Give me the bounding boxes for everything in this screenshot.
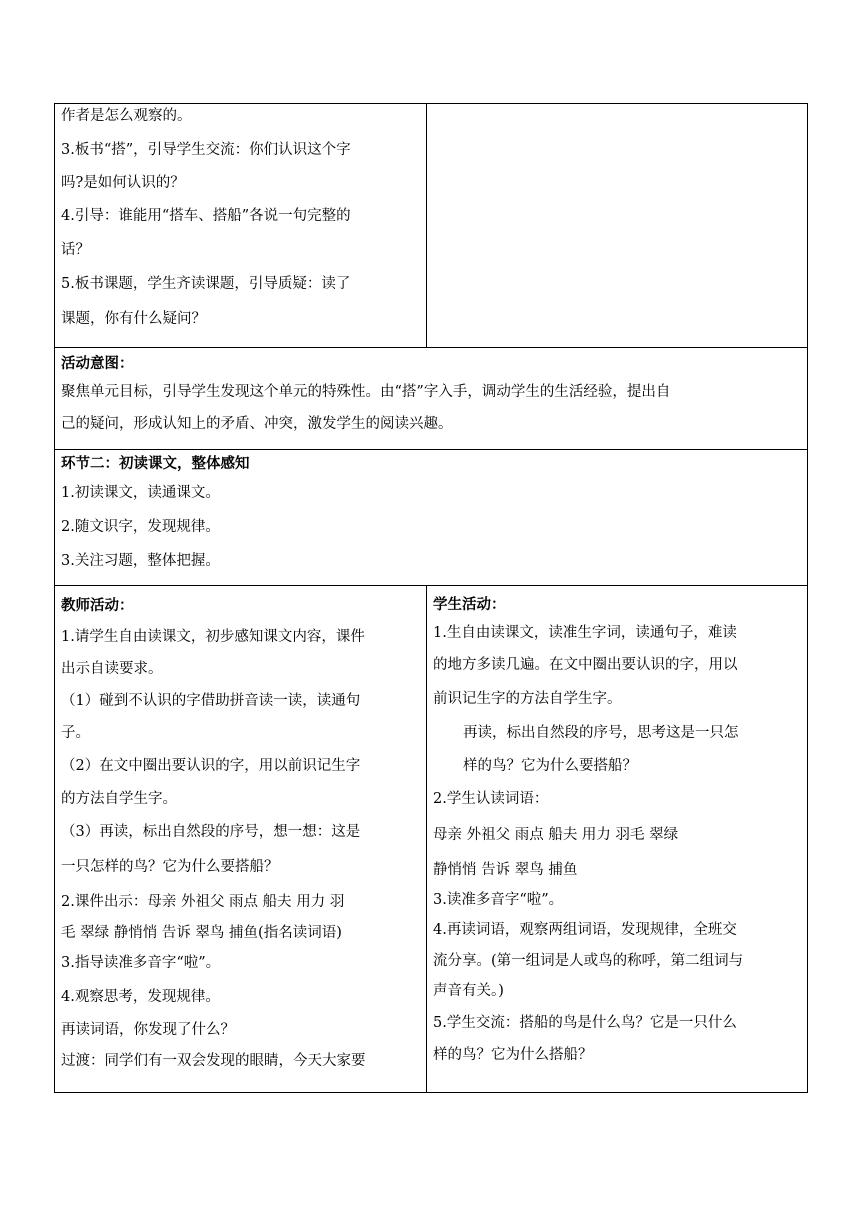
- teacher-activity-heading: 教师活动：: [61, 597, 134, 614]
- text-line: 1.生自由读课文，读准生字词，读通句子，难读: [433, 625, 737, 641]
- lesson-plan-table: [54, 103, 808, 1093]
- text-line: 1.请学生自由读课文，初步感知课文内容，课件: [61, 629, 365, 645]
- table-row: [55, 104, 808, 348]
- text-line: 静悄悄 告诉 翠鸟 捕鱼: [433, 862, 578, 878]
- text-line: 毛 翠绿 静悄悄 告诉 翠鸟 捕鱼(指名读词语): [61, 925, 342, 941]
- text-line: 前识记生字的方法自学生字。: [433, 691, 622, 707]
- table-row: [55, 348, 808, 450]
- text-line: 再读词语，你发现了什么？: [61, 1022, 235, 1038]
- text-line: 声音有关。): [433, 983, 504, 999]
- table-row: [55, 450, 808, 586]
- text-line: 1.初读课文，读通课文。: [61, 485, 220, 501]
- row1-right-cell: [427, 104, 808, 348]
- student-activity-cell: [427, 586, 808, 1093]
- text-line: 母亲 外祖父 雨点 船夫 用力 羽毛 翠绿: [433, 827, 679, 843]
- text-line: 5.板书课题，学生齐读课题，引导质疑：读了: [61, 276, 351, 292]
- text-line: 的地方多读几遍。在文中圈出要认识的字，用以: [433, 657, 738, 673]
- text-line: 2.课件出示：母亲 外祖父 雨点 船夫 用力 羽: [61, 894, 345, 910]
- text-line: 再读，标出自然段的序号，思考这是一只怎: [463, 725, 739, 741]
- text-line: 流分享。(第一组词是人或鸟的称呼，第二组词与: [433, 953, 744, 969]
- section-two-cell: [55, 450, 808, 586]
- text-line: （2）在文中圈出要认识的字，用以前识记生字: [61, 758, 361, 774]
- text-line: 3.读准多音字“啦”。: [433, 892, 564, 908]
- activity-intent-heading: 活动意图：: [61, 355, 134, 372]
- text-line: 3.关注习题，整体把握。: [61, 553, 220, 569]
- text-line: 样的鸟？它为什么要搭船？: [463, 758, 637, 774]
- text-line: 2.学生认读词语：: [433, 791, 549, 807]
- activity-intent-cell: [55, 348, 808, 450]
- text-line: 的方法自学生字。: [61, 791, 177, 807]
- text-line: 5.学生交流：搭船的鸟是什么鸟？它是一只什么: [433, 1015, 737, 1031]
- text-line: 4.引导：谁能用“搭车、搭船”各说一句完整的: [61, 208, 351, 224]
- row1-left-cell: [55, 104, 427, 348]
- text-line: 4.再读词语，观察两组词语，发现规律，全班交: [433, 922, 737, 938]
- teacher-activity-cell: [55, 586, 427, 1093]
- text-line: 聚焦单元目标，引导学生发现这个单元的特殊性。由“搭”字入手，调动学生的生活经验，提出自: [61, 384, 671, 400]
- text-line: 课题，你有什么疑问？: [61, 311, 206, 327]
- text-line: （3）再读，标出自然段的序号，想一想：这是: [61, 824, 361, 840]
- text-line: 3.板书“搭”，引导学生交流：你们认识这个字: [61, 142, 351, 158]
- text-line: （1）碰到不认识的字借助拼音读一读，读通句: [61, 693, 361, 709]
- text-line: 一只怎样的鸟？它为什么要搭船？: [61, 859, 279, 875]
- text-line: 吗?是如何认识的？: [61, 175, 185, 191]
- text-line: 话？: [61, 242, 90, 258]
- text-line: 作者是怎么观察的。: [61, 108, 192, 124]
- lesson-plan-page: [54, 103, 807, 1093]
- text-line: 3.指导读准多音字“啦”。: [61, 955, 221, 971]
- text-line: 过渡：同学们有一双会发现的眼睛，今天大家要: [61, 1053, 366, 1069]
- table-row: [55, 586, 808, 1093]
- text-line: 子。: [61, 725, 90, 741]
- text-line: 2.随文识字，发现规律。: [61, 519, 220, 535]
- text-line: 出示自读要求。: [61, 661, 163, 677]
- section-two-heading: 环节二：初读课文，整体感知: [61, 455, 250, 472]
- text-line: 己的疑问，形成认知上的矛盾、冲突，激发学生的阅读兴趣。: [61, 416, 453, 432]
- student-activity-heading: 学生活动：: [433, 596, 506, 613]
- text-line: 样的鸟？它为什么搭船？: [433, 1047, 593, 1063]
- text-line: 4.观察思考，发现规律。: [61, 989, 220, 1005]
